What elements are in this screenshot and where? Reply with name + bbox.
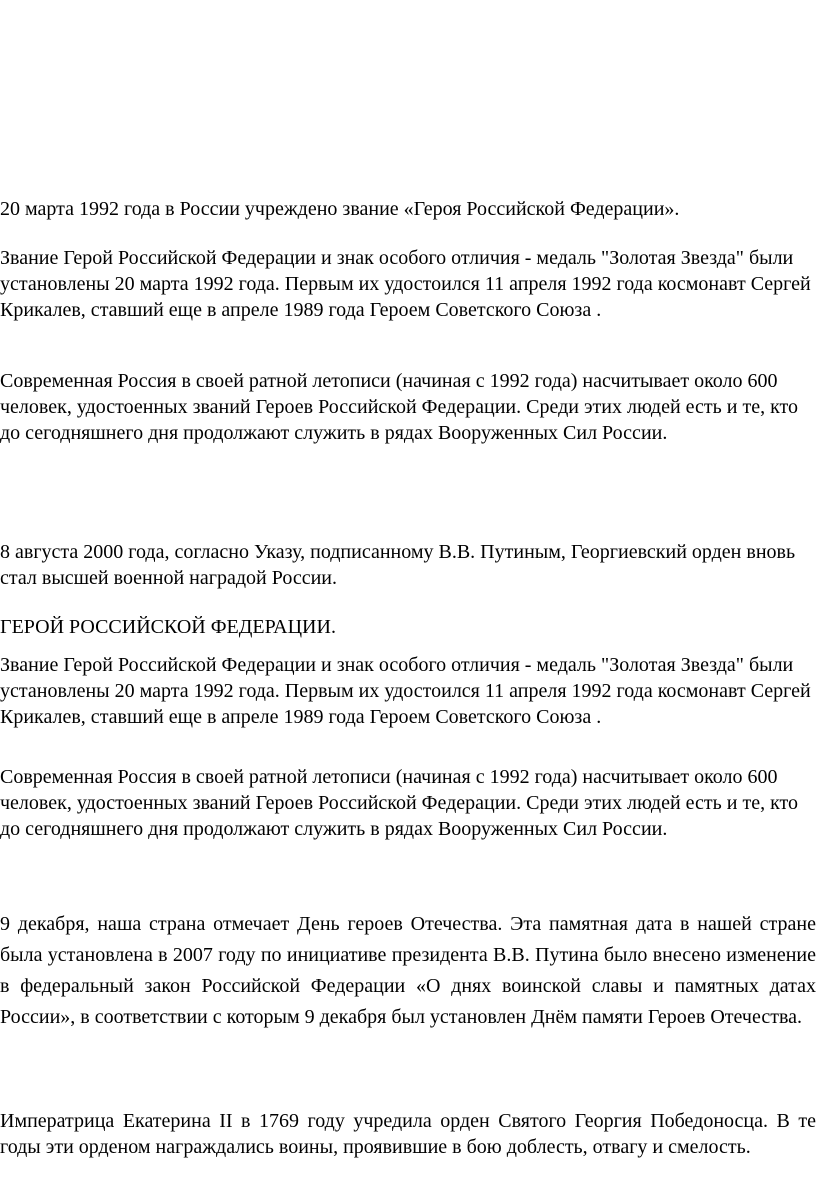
paragraph-hero-title-established: 20 марта 1992 года в России учреждено звание «Героя Российской Федерации». [0, 198, 680, 220]
paragraph-st-george-order-2000: 8 августа 2000 года, согласно Указу, подписанному В.В. Путиным, Георгиевский орден вновь стал высшей военной наградой России. [0, 541, 796, 589]
paragraph-hero-title-history-repeat: Звание Герой Российской Федерации и знак особого отличия - медаль "Золотая Звезда" были установлены 20 марта 1992 года. Первым их удостоился 11 апреля 1992 года космонавт Сергей Крикалев, ставший еще в апреле 1989 года Героем Советского Союза . [0, 654, 811, 728]
paragraph-catherine-order-st-george: Императрица Екатерина II в 1769 году учредила орден Святого Георгия Победоносца. В те годы эти орденом награждались воины, проявившие в бою доблесть, отвагу и смелость. [0, 1110, 816, 1158]
paragraph-hero-title-history: Звание Герой Российской Федерации и знак особого отличия - медаль "Золотая Звезда" были установлены 20 марта 1992 года. Первым их удостоился 11 апреля 1992 года космонавт Сергей Крикалев, ставший еще в апреле 1989 года Героем Советского Союза . [0, 247, 811, 321]
section-heading-hero-russian-federation: ГЕРОЙ РОССИЙСКОЙ ФЕДЕРАЦИИ. [0, 616, 336, 638]
paragraph-modern-russia-heroes-repeat: Современная Россия в своей ратной летописи (начиная с 1992 года) насчитывает около 600 человек, удостоенных званий Героев Российской Федерации. Среди этих людей есть и те, кто до сегодняшнего дня продолжают служить в рядах Вооруженных Сил России. [0, 766, 799, 840]
paragraph-modern-russia-heroes: Современная Россия в своей ратной летописи (начиная с 1992 года) насчитывает около 600 человек, удостоенных званий Героев Российской Федерации. Среди этих людей есть и те, кто до сегодняшнего дня продолжают служить в рядах Вооруженных Сил России. [0, 370, 799, 444]
paragraph-heroes-of-fatherland-day: 9 декабря, наша страна отмечает День героев Отечества. Эта памятная дата в нашей стране была установлена в 2007 году по инициативе президента В.В. Путина было внесено изменение в федеральный закон Российской Федерации «О днях воинской славы и памятных датах России», в соответствии с которым 9 декабря был установлен Днём памяти Героев Отечества. [0, 913, 816, 1028]
